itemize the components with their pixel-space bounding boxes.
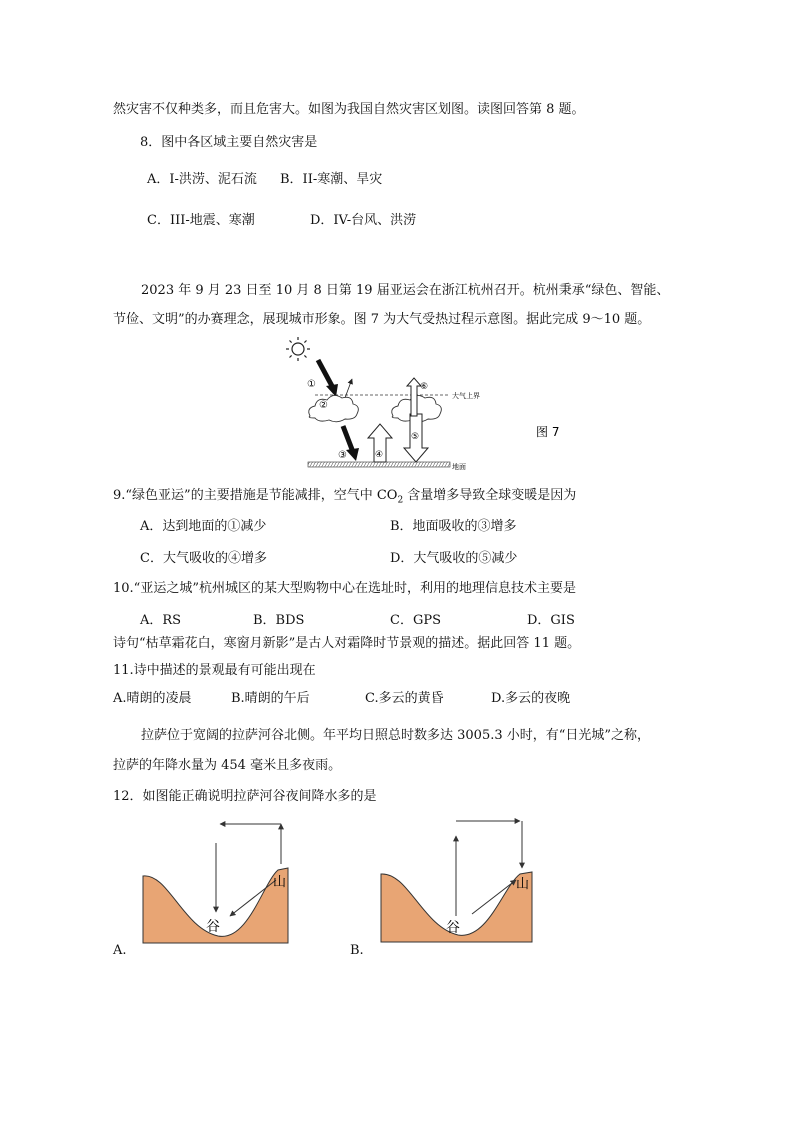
label-num-1: ① <box>307 379 316 390</box>
ground-strip <box>308 462 450 467</box>
arrow-1 <box>318 360 338 397</box>
q9-option-d[interactable]: D．大气吸收的⑤减少 <box>390 551 518 566</box>
q12-option-b-label[interactable]: B. <box>350 943 364 958</box>
q12-option-a-label[interactable]: A. <box>113 943 127 958</box>
passage1-line2: 节俭、文明”的办赛理念，展现城市形象。图 7 为大气受热过程示意图。据此完成 9～10 题。 <box>113 312 651 327</box>
fig7-caption: 图 7 <box>536 425 560 439</box>
q8-option-d[interactable]: D．IV-台风、洪涝 <box>310 213 417 228</box>
q11-option-b[interactable]: B.晴朗的午后 <box>231 691 310 706</box>
q10-stem: 10.“亚运之城”杭州城区的某大型购物中心在选址时，利用的地理信息技术主要是 <box>113 581 576 596</box>
q8-option-b[interactable]: B．II-寒潮、旱灾 <box>280 172 383 187</box>
label-ground: 地面 <box>452 463 466 471</box>
label-num-4: ④ <box>375 450 384 460</box>
q11-option-c[interactable]: C.多云的黄昏 <box>365 691 444 706</box>
q12-stem: 12．如图能正确说明拉萨河谷夜间降水多的是 <box>113 789 377 804</box>
q11-option-a[interactable]: A.晴朗的凌晨 <box>113 691 192 706</box>
passage2-line2: 拉萨的年降水量为 454 毫米且多夜雨。 <box>113 758 342 773</box>
q8-option-a[interactable]: A．I-洪涝、泥石流 <box>147 172 257 187</box>
q9-option-c[interactable]: C．大气吸收的④增多 <box>140 551 267 566</box>
fig7-diagram <box>280 336 580 476</box>
label-atmosphere-top: 大气上界 <box>452 392 480 400</box>
q8-stem: 8．图中各区域主要自然灾害是 <box>140 135 318 150</box>
intro-text: 然灾害不仅种类多，而且危害大。如图为我国自然灾害区划图。读图回答第 8 题。 <box>113 102 585 117</box>
q10-option-c[interactable]: C．GPS <box>390 613 441 628</box>
q9-option-a[interactable]: A．达到地面的①减少 <box>140 519 267 534</box>
label-num-2: ② <box>319 400 328 411</box>
q12-figure-b[interactable] <box>378 812 543 947</box>
mountain-label-a: 山 <box>273 875 287 890</box>
mountain-label-b: 山 <box>516 877 530 892</box>
q11-option-d[interactable]: D.多云的夜晚 <box>491 691 571 706</box>
poem-text: 诗句“枯草霜花白，寒窗月新影”是古人对霜降时节景观的描述。据此回答 11 题。 <box>113 636 581 651</box>
valley-label-a: 谷 <box>206 919 220 935</box>
passage2-line1: 拉萨位于宽阔的拉萨河谷北侧。年平均日照总时数多达 3005.3 小时，有“日光城”之称， <box>141 728 651 743</box>
label-num-6: ⑥ <box>420 382 429 392</box>
q8-option-c[interactable]: C．III-地震、寒潮 <box>147 213 255 228</box>
q10-option-b[interactable]: B．BDS <box>253 613 305 628</box>
q10-option-a[interactable]: A．RS <box>140 613 182 628</box>
sun-icon <box>286 337 310 361</box>
label-num-3: ③ <box>338 450 347 461</box>
q9-stem: 9.“绿色亚运”的主要措施是节能减排，空气中 $CO_2$ 含量增多导致全球变暖是因为 <box>113 488 577 506</box>
label-num-5: ⑤ <box>411 432 420 442</box>
passage1-line1: 2023 年 9 月 23 日至 10 月 8 日第 19 届亚运会在浙江杭州召开。杭州秉承“绿色、智能、 <box>141 283 670 298</box>
valley-label-b: 谷 <box>446 920 460 936</box>
q9-option-b[interactable]: B．地面吸收的③增多 <box>390 519 517 534</box>
q12-figure-a[interactable] <box>138 818 298 948</box>
q11-stem: 11.诗中描述的景观最有可能出现在 <box>113 663 316 678</box>
q10-option-d[interactable]: D．GIS <box>527 613 575 628</box>
cloud-left <box>309 395 359 421</box>
